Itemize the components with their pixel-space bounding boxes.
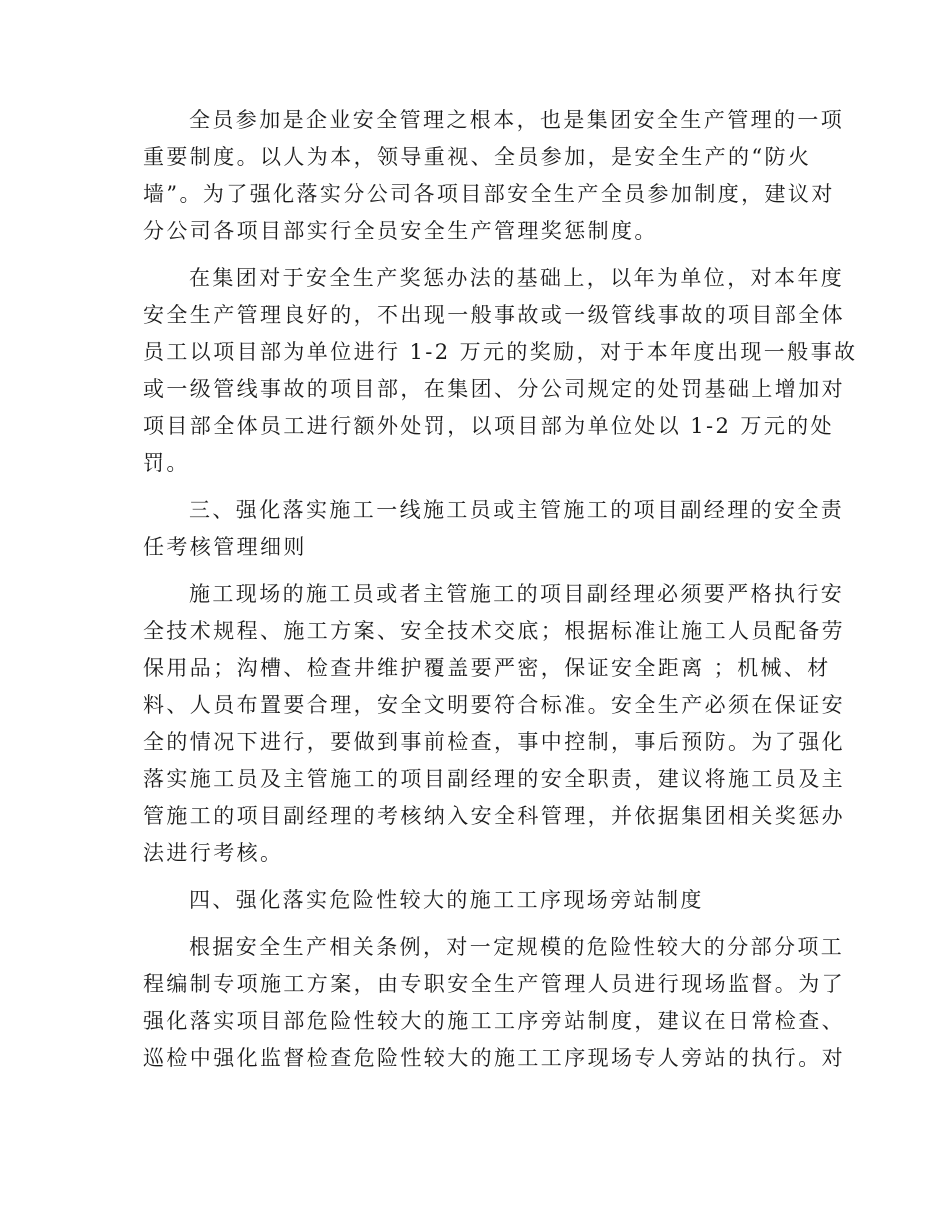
document-body [143, 102, 858, 1087]
paragraph-reward-penalty [143, 260, 858, 482]
text-line: 或一级管线事故的项目部，在集团、分公司规定的处罚基础上增加对 [143, 377, 845, 401]
text-line: 全技术规程、施工方案、安全技术交底；根据标准让施工人员配备劳 [143, 619, 845, 643]
text-line: 程编制专项施工方案，由专职安全生产管理人员进行现场监督。为了 [143, 972, 845, 996]
text-line: 全的情况下进行，要做到事前检查，事中控制，事后预防。为了强化 [143, 730, 845, 754]
text-line: 三、强化落实施工一线施工员或主管施工的项目副经理的安全责 [189, 498, 845, 522]
text-line: 管施工的项目副经理的考核纳入安全科管理，并依据集团相关奖惩办 [143, 804, 845, 828]
text-line: 落实施工员及主管施工的项目副经理的安全职责，建议将施工员及主 [143, 767, 845, 791]
section-heading-three [143, 492, 845, 566]
text-line: 法进行考核。 [143, 841, 284, 865]
text-line: 重要制度。以人为本，领导重视、全员参加，是安全生产的“防火 [143, 145, 812, 169]
text-line: 保用品；沟槽、检查井维护覆盖要严密，保证安全距离 ；机械、材 [143, 656, 831, 680]
text-line: 员工以项目部为单位进行 1-2 万元的奖励，对于本年度出现一般事故 [143, 340, 858, 364]
text-line: 罚。 [143, 451, 190, 475]
text-line: 全员参加是企业安全管理之根本，也是集团安全生产管理的一项 [189, 108, 845, 132]
text-line: 强化落实项目部危险性较大的施工工序旁站制度，建议在日常检查、 [143, 1009, 845, 1033]
text-line: 四、强化落实危险性较大的施工工序现场旁站制度 [189, 888, 704, 912]
section-heading-four [143, 882, 798, 919]
text-line: 在集团对于安全生产奖惩办法的基础上，以年为单位，对本年度 [189, 266, 845, 290]
text-line: 任考核管理细则 [143, 535, 307, 559]
text-line: 分公司各项目部实行全员安全生产管理奖惩制度。 [143, 219, 658, 243]
text-line: 施工现场的施工员或者主管施工的项目副经理必须要严格执行安 [189, 582, 845, 606]
text-line: 墙”。为了强化落实分公司各项目部安全生产全员参加制度，建议对 [143, 182, 835, 206]
text-line: 根据安全生产相关条例，对一定规模的危险性较大的分部分项工 [189, 935, 845, 959]
paragraph-supervision [143, 929, 845, 1077]
text-line: 巡检中强化监督检查危险性较大的施工工序现场专人旁站的执行。对 [143, 1046, 845, 1070]
text-line: 料、人员布置要合理，安全文明要符合标准。安全生产必须在保证安 [143, 693, 845, 717]
paragraph-full-participation [143, 102, 845, 250]
paragraph-site-safety-duties [143, 576, 845, 872]
text-line: 安全生产管理良好的，不出现一般事故或一级管线事故的项目部全体 [143, 303, 845, 327]
text-line: 项目部全体员工进行额外处罚，以项目部为单位处以 1-2 万元的处 [143, 414, 834, 438]
